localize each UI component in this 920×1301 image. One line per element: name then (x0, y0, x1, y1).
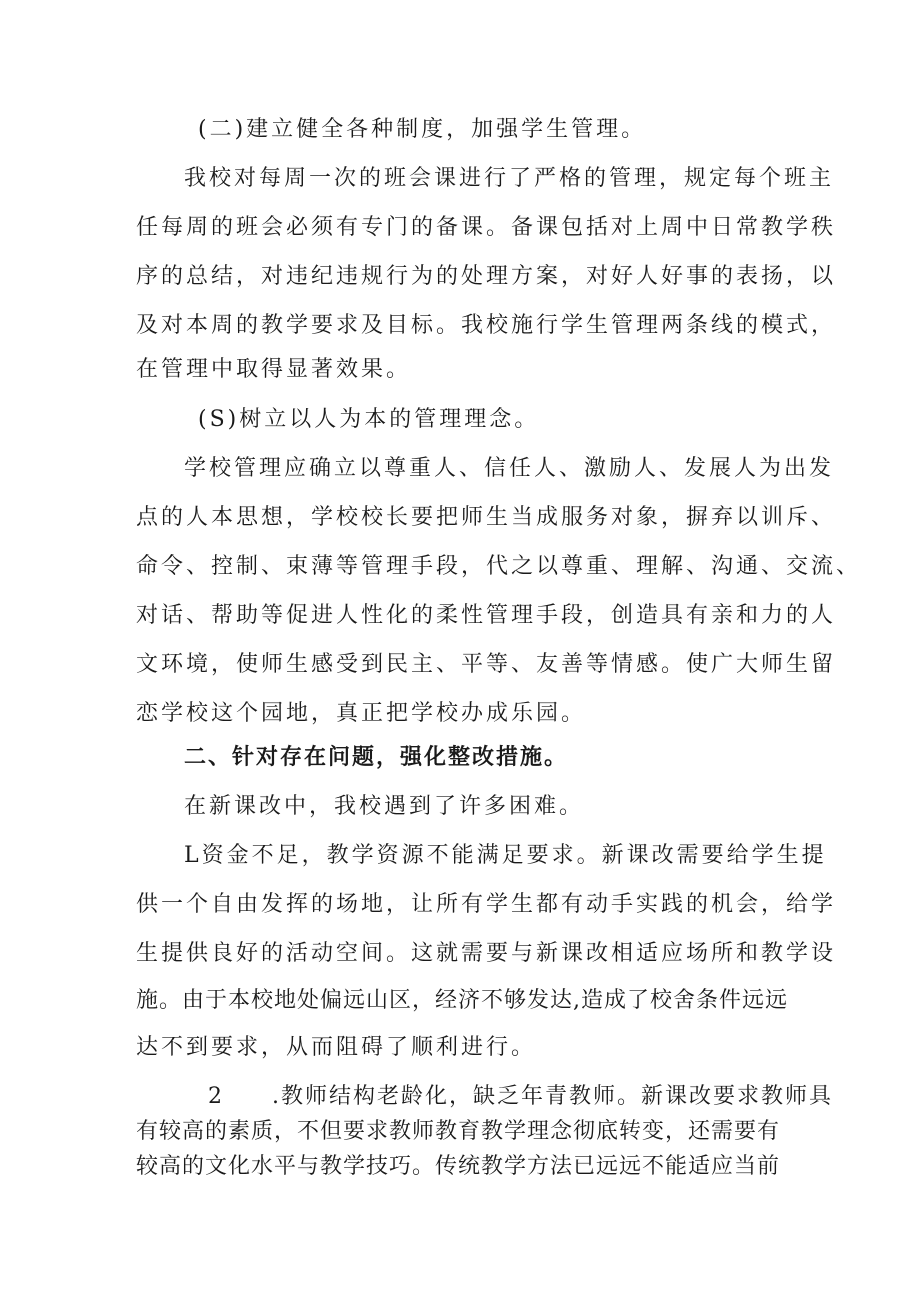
item-one-line: 供一个自由发挥的场地，让所有学生都有动手实践的机会，给学 (136, 892, 837, 917)
paragraph-line: 序的总结，对违纪违规行为的处理方案，对好人好事的表扬，以 (136, 264, 837, 289)
item-two-line: 较高的文化水平与教学技巧。传统教学方法已远远不能适应当前 (136, 1154, 781, 1179)
paragraph-line: 学校管理应确立以尊重人、信任人、激励人、发展人为出发 (184, 456, 835, 481)
item-one-line: L资金不足，教学资源不能满足要求。新课改需要给学生提 (184, 843, 827, 868)
item-two-line: 有较高的素质，不但要求教师教育教学理念彻底转变，还需要有 (136, 1119, 781, 1144)
intro-line: 在新课改中，我校遇到了许多困难。 (184, 794, 585, 819)
paragraph-line: 及对本周的教学要求及目标。我校施行学生管理两条线的模式， (136, 313, 837, 338)
item-two-number: 2 (208, 1084, 225, 1109)
paragraph-line: 点的人本思想，学校校长要把师生当成服务对象，摒弃以训斥、 (136, 505, 837, 530)
section-two-heading: (二)建立健全各种制度，加强学生管理。 (198, 117, 647, 142)
paragraph-line: 任每周的班会必须有专门的备课。备课包括对上周中日常教学秩 (136, 215, 837, 240)
part-two-heading: 二、针对存在问题，强化整改措施。 (184, 744, 569, 770)
item-one-line: 达不到要求，从而阻碍了顺利进行。 (136, 1035, 537, 1060)
paragraph-line: 我校对每周一次的班会课进行了严格的管理，规定每个班主 (184, 166, 835, 191)
item-two-line: .教师结构老龄化，缺乏年青教师。新课改要求教师具 (272, 1084, 833, 1109)
item-one-line: 施。由于本校地处偏远山区，经济不够发达,造成了校舍条件远远 (136, 988, 788, 1013)
paragraph-line: 恋学校这个园地，真正把学校办成乐园。 (136, 701, 587, 726)
paragraph-line: 文环境，使师生感受到民主、平等、友善等情感。使广大师生留 (136, 652, 837, 677)
section-three-heading: (S)树立以人为本的管理理念。 (198, 407, 540, 432)
paragraph-line: 在管理中取得显著效果。 (136, 357, 412, 382)
item-one-line: 生提供良好的活动空间。这就需要与新课改相适应场所和教学设 (136, 941, 837, 966)
paragraph-line: 对话、帮助等促进人性化的柔性管理手段，创造具有亲和力的人 (136, 603, 837, 628)
paragraph-line: 命令、控制、束薄等管理手段，代之以尊重、理解、沟通、交流、 (136, 554, 862, 579)
